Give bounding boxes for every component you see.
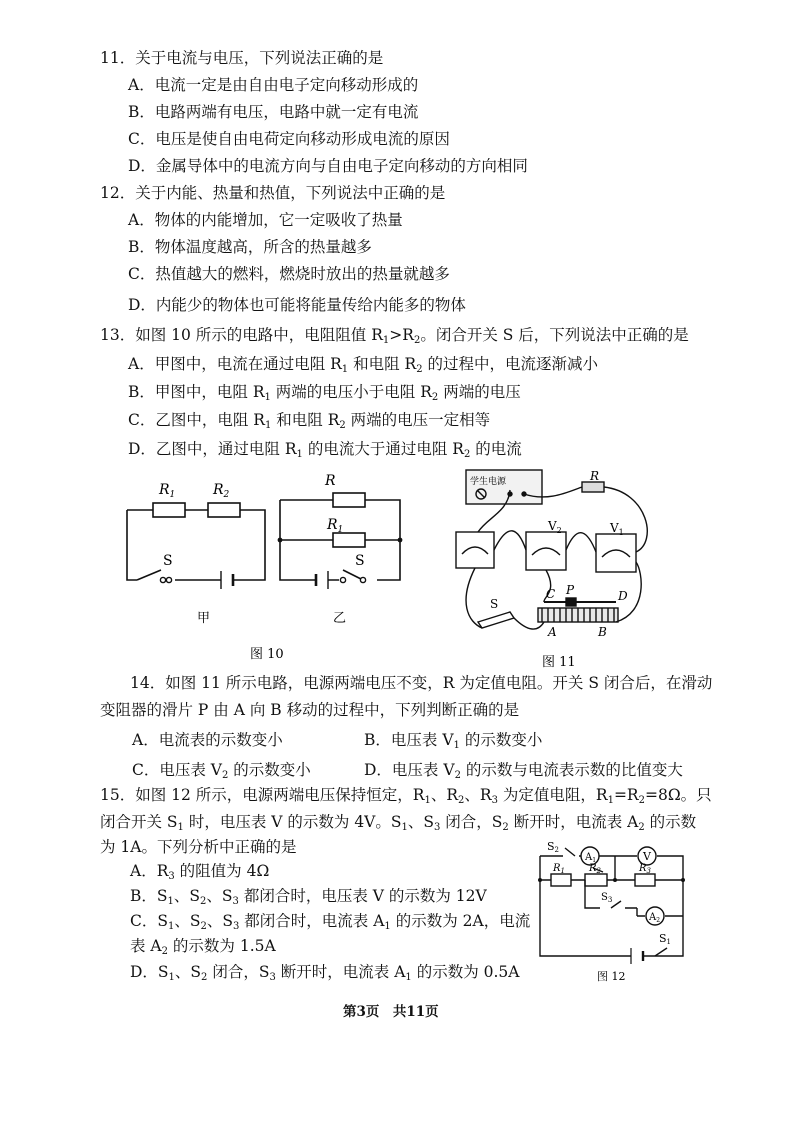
option-d: D．$S_1$、$S_2$ 闭合，$S_3$ 断开时，电流表 $A_1$ 的示数为 0.5A xyxy=(130,963,520,983)
label-r1: $R_1$ xyxy=(159,482,176,500)
option-a: A．电流一定是由自由电子定向移动形成的 xyxy=(128,76,419,94)
label-r: R xyxy=(590,469,600,483)
option-b: B．$S_1$、$S_2$、$S_3$ 都闭合时，电压表 V 的示数为 12V xyxy=(130,887,487,907)
voltmeter-v2 xyxy=(526,532,566,570)
label-c: C xyxy=(546,587,556,601)
resistor-r xyxy=(333,493,365,507)
option-d: D．电压表 $V_2$ 的示数与电流表示数的比值变大 xyxy=(364,761,683,781)
option-b: B．甲图中，电阻 $R_1$ 两端的电压小于电阻 $R_2$ 两端的电压 xyxy=(128,383,521,403)
label-s1: S1 xyxy=(659,932,672,946)
label-r3: $R_3$ xyxy=(639,863,651,875)
label-v2: $V_2$ xyxy=(548,519,562,535)
resistor-r2 xyxy=(585,874,607,886)
question-stem-line1: 15．如图 12 所示，电源两端电压保持恒定，$R_1$、$R_2$、$R_3$ 为定值电阻，$R_1=R_2=8\Omega$。只 xyxy=(100,786,712,806)
question-stem-line2: 变阻器的滑片 P 由 A 向 B 移动的过程中，下列判断正确的是 xyxy=(100,701,520,719)
label-r2: $R_2$ xyxy=(589,863,601,875)
option-b: B．物体温度越高，所含的热量越多 xyxy=(128,238,372,256)
label-jia: 甲 xyxy=(197,611,211,626)
option-b: B．电路两端有电压，电路中就一定有电流 xyxy=(128,103,419,121)
label-s3: $S_3$ xyxy=(601,892,613,904)
figure-12 xyxy=(525,838,700,986)
option-c-continued: 表 $A_2$ 的示数为 1.5A xyxy=(130,937,276,957)
label-yi: 乙 xyxy=(333,611,347,626)
label-v1: $V_1$ xyxy=(610,521,624,537)
figure-caption: 图 11 xyxy=(542,655,576,670)
resistor-r1 xyxy=(551,874,571,886)
figure-caption: 图 10 xyxy=(250,647,284,662)
question-stem: 11．关于电流与电压，下列说法正确的是 xyxy=(100,49,384,67)
junction-dot xyxy=(278,538,283,543)
figure-caption: 图 12 xyxy=(597,970,626,983)
circuit-yi xyxy=(280,493,400,589)
question-stem-line2: 闭合开关 $S_1$ 时，电压表 V 的示数为 4V。$S_1$、$S_3$ 闭合，$S_2$ 断开时，电流表 $A_2$ 的示数 xyxy=(100,813,697,833)
voltmeter-v1 xyxy=(596,534,636,572)
label-a: A xyxy=(548,625,557,639)
figure-10 xyxy=(115,470,415,665)
label-d: D xyxy=(618,589,628,603)
label-r2: $R_2$ xyxy=(213,482,230,500)
option-c: C．$S_1$、$S_2$、$S_3$ 都闭合时，电流表 $A_1$ 的示数为 2A，电流 xyxy=(130,912,531,932)
label-a1: $A_1$ xyxy=(585,852,597,864)
resistor-r xyxy=(582,482,604,492)
question-stem: 13．如图 10 所示的电路中，电阻阻值 $R_1>R_2$。闭合开关 S 后，下列说法中正确的是 xyxy=(100,326,689,346)
rheostat-slider xyxy=(566,598,576,606)
switch-pivot xyxy=(340,577,345,582)
ammeter xyxy=(456,532,494,568)
power-label: 学生电源 xyxy=(470,477,507,487)
option-a: A．电流表的示数变小 xyxy=(132,731,283,749)
power-supply xyxy=(466,470,542,504)
question-stem: 12．关于内能、热量和热值，下列说法中正确的是 xyxy=(100,184,446,202)
label-s2: S2 xyxy=(547,840,560,854)
label-p: P xyxy=(566,583,575,597)
option-a: A．甲图中，电流在通过电阻 $R_1$ 和电阻 $R_2$ 的过程中，电流逐渐减小 xyxy=(128,355,599,375)
option-c: C．热值越大的燃料，燃烧时放出的热量就越多 xyxy=(128,265,450,283)
switch-s xyxy=(478,612,514,628)
option-d: D．金属导体中的电流方向与自由电子定向移动的方向相同 xyxy=(128,157,528,175)
label-s: S xyxy=(490,597,499,611)
question-stem-line3: 为 1A。下列分析中正确的是 xyxy=(100,838,297,856)
resistor-r1 xyxy=(333,533,365,547)
circuit-jia xyxy=(127,503,265,589)
resistor-r3 xyxy=(635,874,655,886)
label-s: S xyxy=(355,553,365,569)
label-s: S xyxy=(163,553,173,569)
figure-11 xyxy=(448,462,663,672)
label-v: V xyxy=(643,850,651,863)
label-r1-yi: $R_1$ xyxy=(327,517,344,535)
option-a: A．$R_3$ 的阻值为 4Ω xyxy=(130,862,270,882)
switch-contact xyxy=(166,577,171,582)
switch-s1 xyxy=(655,948,667,956)
resistor-r1 xyxy=(153,503,185,517)
label-r1: $R_1$ xyxy=(553,863,565,875)
option-d: D．内能少的物体也可能将能量传给内能多的物体 xyxy=(128,296,466,314)
label-b: B xyxy=(598,625,607,639)
option-c: C．电压表 $V_2$ 的示数变小 xyxy=(132,761,311,781)
junction-dot xyxy=(398,538,403,543)
label-a2: $A_2$ xyxy=(649,912,661,924)
option-c: C．电压是使自由电荷定向移动形成电流的原因 xyxy=(128,130,450,148)
switch-contact xyxy=(360,577,365,582)
label-r: R xyxy=(325,473,336,489)
option-d: D．乙图中，通过电阻 $R_1$ 的电流大于通过电阻 $R_2$ 的电流 xyxy=(128,440,522,460)
option-b: B．电压表 $V_1$ 的示数变小 xyxy=(364,731,543,751)
option-c: C．乙图中，电阻 $R_1$ 和电阻 $R_2$ 两端的电压一定相等 xyxy=(128,411,491,431)
switch-pivot xyxy=(160,577,165,582)
option-a: A．物体的内能增加，它一定吸收了热量 xyxy=(128,211,403,229)
question-stem-line1: 14．如图 11 所示电路，电源两端电压不变，R 为定值电阻。开关 S 闭合后，在滑动 xyxy=(130,674,713,692)
page-footer: 第3页 共11页 xyxy=(343,1004,439,1020)
resistor-r2 xyxy=(208,503,240,517)
